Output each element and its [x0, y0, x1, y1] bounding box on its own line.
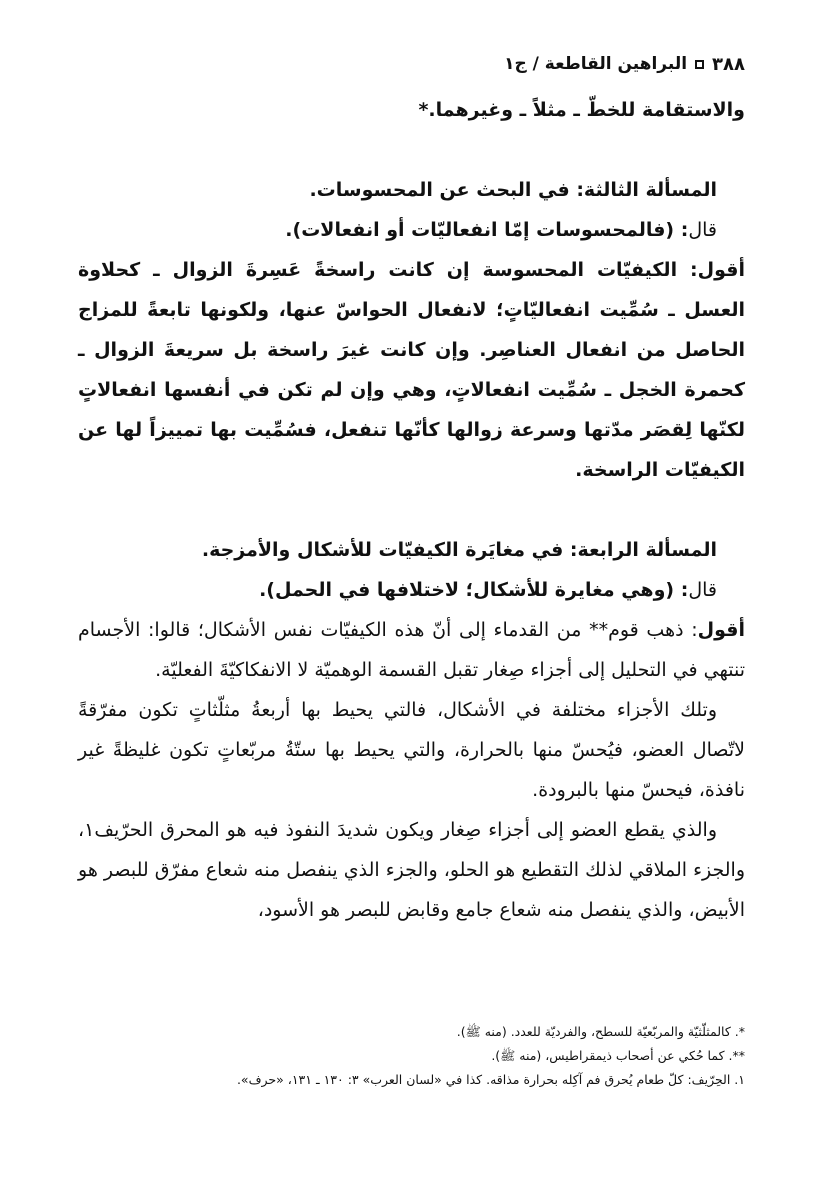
aqul-2: [78, 610, 745, 690]
qal-1: [78, 210, 745, 250]
issue-3-subject: : في البحث عن المحسوسات.: [309, 179, 584, 201]
qal-2-text: : (وهي مغايرة للأشكال؛ لاختلافها في الحمل).: [259, 579, 689, 601]
main-text: [78, 90, 745, 930]
issue-4-title: المسألة الرابعة: [577, 539, 717, 561]
continuation-line: والاستقامة للخطّ ـ مثلاً ـ وغيرهما.*: [418, 99, 745, 121]
qal-2-label: قال: [688, 579, 717, 601]
book-reference: البراهين القاطعة / ج١: [504, 54, 688, 74]
aqul-1-label: أقول: [697, 259, 745, 281]
footnote-1: *. كالمثلّثيّة والمربّعيّة للسطح، والفرديّة للعدد. (منه ﷺ).: [456, 1024, 745, 1039]
separator-square-icon: [695, 60, 704, 69]
qal-2: [78, 570, 745, 610]
paragraph-last: والذي يقطع العضو إلى أجزاء صِغار ويكون شديدَ النفوذ فيه هو المحرق الحرّيف١، والجزء الملاقي لذلك التقطيع هو الحلو، والجزء الذي ينفصل منه شعاع مفرّق للبصر هو الأبيض، والذي ينفصل منه شعاع جامع وقابض للبصر هو الأسود،: [78, 819, 745, 921]
issue-3-heading: [78, 170, 745, 210]
qal-1-label: قال: [688, 219, 717, 241]
footnotes: [78, 1020, 745, 1092]
footnote-3: ١. الحِرّيف: كلّ طعام يُحرق فم آكِله بحرارة مذاقه. كذا في «لسان العرب» ٣: ١٣٠ ـ ١٣١، «حرف».: [236, 1072, 745, 1087]
running-header: [78, 50, 745, 78]
aqul-1: [78, 250, 745, 490]
aqul-2-label: أقول: [697, 619, 745, 641]
aqul-2-text: : ذهب قوم** من القدماء إلى أنّ هذه الكيفيّات نفس الأشكال؛ قالوا: الأجسام تنتهي في التحليل إلى أجزاء صِغار تقبل القسمة الوهميّة لا الانفكاكيّةَ الفعليّة.: [78, 619, 745, 681]
aqul-1-text: : الكيفيّات المحسوسة إن كانت راسخةً عَسِرةَ الزوال ـ كحلاوة العسل ـ سُمِّيت انفعاليّاتٍ؛ لانفعال الحواسّ عنها، ولكونها تابعةً للمزاج الحاصل من انفعال العناصِر. وإن كانت غيرَ راسخة بل سريعةَ الزوال ـ كحمرة الخجل ـ سُمِّيت انفعالاتٍ، وهي وإن لم تكن في أنفسها انفعالاتٍ لكنّها لِقصَر مدّتها وسرعة زوالها كأنّها تنفعل، فسُمِّيت بها تمييزاً لها عن الكيفيّات الراسخة.: [78, 259, 745, 481]
issue-4-heading: [78, 530, 745, 570]
footnote-2: **. كما حُكي عن أصحاب ذيمقراطيس، (منه ﷺ).: [491, 1048, 745, 1063]
paragraph-parts: وتلك الأجزاء مختلفة في الأشكال، فالتي يحيط بها أربعةُ مثلّثاتٍ تكون مفرّقةً لاتّصال العضو، فيُحسّ منها بالحرارة، والتي يحيط بها ستّةُ مربّعاتٍ تكون غليظةً غير نافذة، فيحسّ منها بالبرودة.: [78, 699, 745, 801]
qal-1-text: : (فالمحسوسات إمّا انفعاليّات أو انفعالات).: [285, 219, 689, 241]
issue-4-subject: : في مغايَرة الكيفيّات للأشكال والأمزجة.: [201, 539, 578, 561]
issue-3-title: المسألة الثالثة: [583, 179, 717, 201]
page-number: ٣٨٨: [712, 53, 745, 75]
